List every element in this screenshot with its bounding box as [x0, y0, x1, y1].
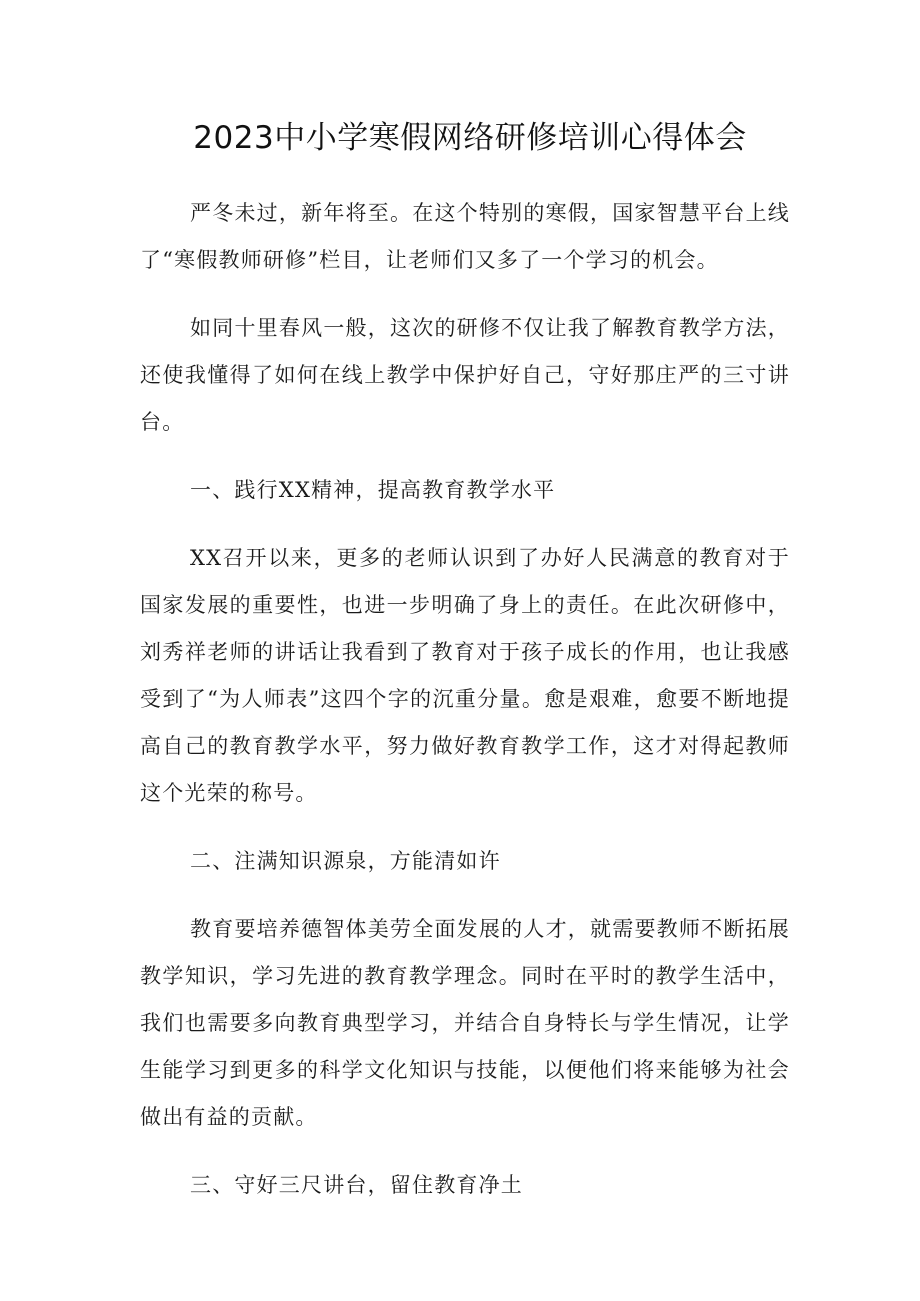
section-heading-1: 一、践行XX精神，提高教育教学水平 [190, 478, 556, 502]
intro-paragraph-1: 严冬未过，新年将至。在这个特别的寒假，国家智慧平台上线了“寒假教师研修”栏目，让老师们又多了一个学习的机会。 [140, 201, 790, 272]
document-title: 2023中小学寒假网络研修培训心得体会 [193, 120, 747, 156]
section-body-1: XX召开以来，更多的老师认识到了办好人民满意的教育对于国家发展的重要性，也进一步明确了身上的责任。在此次研修中，刘秀祥老师的讲话让我看到了教育对于孩子成长的作用，也让我感受到了“为人师表”这四个字的沉重分量。愈是艰难，愈要不断地提高自己的教育教学水平，努力做好教育教学工作，这才对得起教师这个光荣的称号。 [140, 546, 790, 805]
section-body-2: 教育要培养德智体美劳全面发展的人才，就需要教师不断拓展教学知识，学习先进的教育教学理念。同时在平时的教学生活中，我们也需要多向教育典型学习，并结合自身特长与学生情况，让学生能学习到更多的科学文化知识与技能，以便他们将来能够为社会做出有益的贡献。 [140, 917, 790, 1129]
intro-paragraph-2: 如同十里春风一般，这次的研修不仅让我了解教育教学方法，还使我懂得了如何在线上教学中保护好自己，守好那庄严的三寸讲台。 [140, 316, 790, 434]
section-heading-3: 三、守好三尺讲台，留住教育净土 [190, 1173, 523, 1197]
section-heading-2: 二、注满知识源泉，方能清如许 [190, 849, 501, 873]
